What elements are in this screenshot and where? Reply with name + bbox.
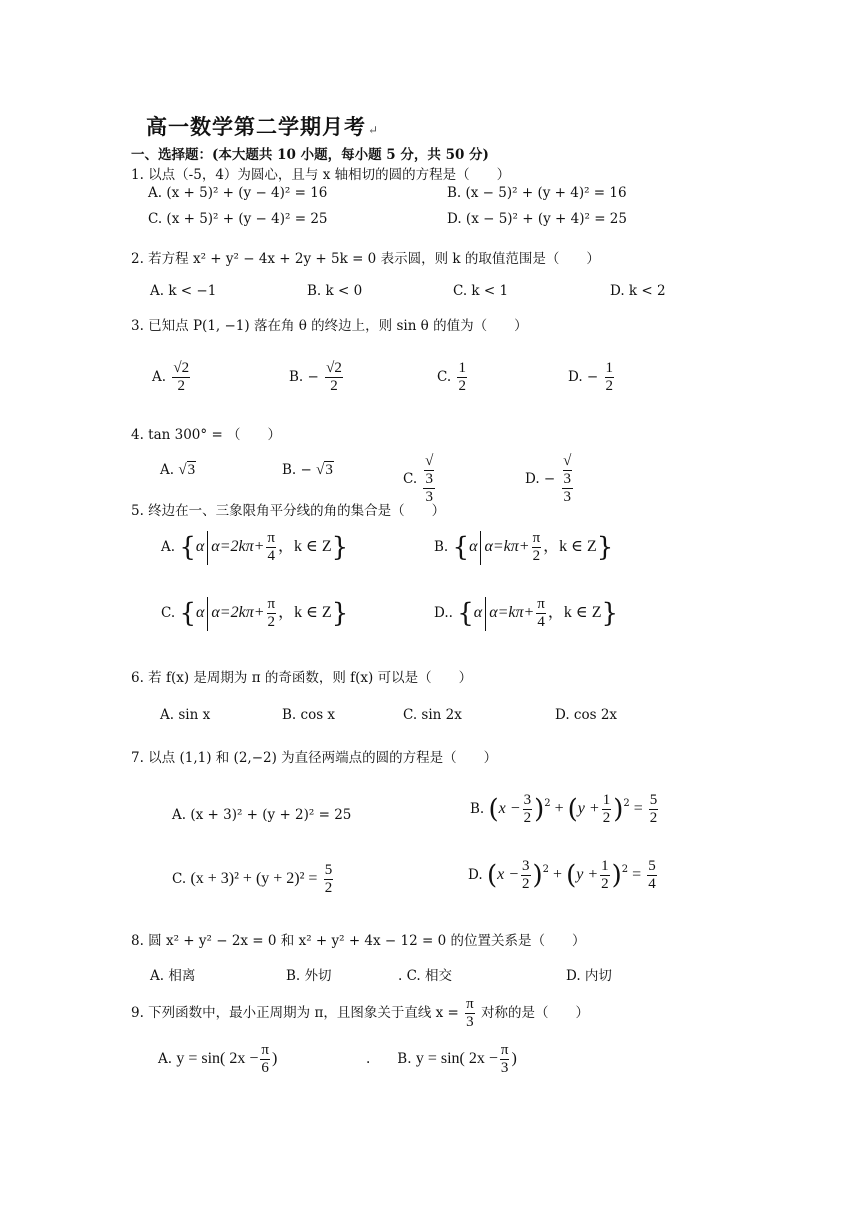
question-8-option-d: D. 内切 (566, 968, 612, 984)
left-paren: ( (486, 860, 498, 891)
question-1-option-d: D. (x − 5)² + (y + 4)² = 25 (447, 211, 627, 227)
condition: ，k ∈ Z (543, 538, 597, 555)
fraction (457, 360, 467, 395)
radicand: 3 (425, 471, 433, 487)
left-paren: ( (566, 860, 577, 891)
numerator: 5 (648, 858, 656, 874)
denominator: 2 (330, 378, 338, 394)
set-variable: α (195, 604, 205, 621)
fraction (532, 530, 542, 565)
fraction (605, 360, 615, 395)
question-7-option-a: A. (x + 3)² + (y + 2)² = 25 (172, 807, 352, 823)
denominator: 3 (466, 1014, 474, 1030)
question-1-option-b: B. (x − 5)² + (y + 4)² = 16 (447, 185, 627, 201)
question-5-option-d (434, 596, 618, 631)
right-paren: ) (613, 794, 624, 825)
question-5-option-b (434, 530, 613, 565)
right-paren: ) (532, 860, 543, 891)
option-label: C. (403, 471, 418, 487)
numerator: π (537, 596, 545, 612)
radicand: 3 (563, 471, 572, 487)
left-brace: { (179, 532, 196, 563)
numerator: √2 (326, 360, 342, 376)
fraction (647, 858, 657, 893)
question-4-option-a (160, 462, 196, 479)
set-variable: α (195, 538, 205, 555)
left-brace: { (179, 598, 196, 629)
left-paren: ( (488, 794, 499, 825)
denominator: 2 (649, 810, 658, 826)
numerator: 1 (601, 858, 609, 874)
question-2-option-b: B. k < 0 (307, 283, 363, 299)
numerator: 1 (605, 360, 614, 376)
right-brace: } (601, 598, 619, 629)
option-label: C. (161, 605, 176, 621)
denominator: 3 (425, 489, 433, 505)
numerator: 1 (602, 792, 611, 808)
denominator: 2 (324, 880, 333, 896)
right-brace: } (596, 532, 614, 563)
question-6-option-b: B. cos x (282, 707, 336, 723)
numerator: π (267, 596, 276, 612)
question-4-stem: 4. tan 300° = （ ） (131, 427, 282, 443)
numerator: π (500, 1042, 509, 1058)
question-5-option-a (161, 530, 348, 565)
fraction (536, 596, 546, 631)
question-6-option-a: A. sin x (160, 707, 211, 723)
numerator: √2 (173, 360, 190, 376)
expression: y = sin( 2x − (176, 1050, 259, 1067)
set-bar (207, 597, 208, 631)
set-variable: α (473, 604, 483, 621)
fraction (602, 792, 612, 827)
option-label: B. − (282, 462, 312, 478)
numerator: √ 3 (563, 453, 572, 487)
fraction (465, 996, 475, 1031)
condition: ，k ∈ Z (277, 538, 332, 555)
square-root: √3 (316, 462, 333, 478)
question-9-stem (131, 996, 589, 1031)
left-paren: ( (567, 794, 578, 825)
denominator: 2 (602, 810, 611, 826)
question-8-stem: 8. 圆 x² + y² − 2x = 0 和 x² + y² + 4x − 12 = 0 的位置关系是（ ） (131, 933, 586, 949)
denominator: 2 (458, 378, 466, 394)
expression: α=kπ+ (489, 604, 535, 621)
question-2-option-d: D. k < 2 (610, 283, 666, 299)
numerator: 5 (649, 792, 658, 808)
option-label: D. − (568, 369, 599, 385)
option-label: A. (152, 369, 167, 385)
option-label: B. (434, 539, 449, 555)
paragraph-mark-icon: ↵ (368, 123, 380, 137)
question-3-option-d (568, 360, 616, 395)
option-label: B. (470, 801, 485, 817)
option-label: C. (172, 871, 187, 887)
set-bar (485, 597, 486, 631)
option-label: A. (161, 539, 176, 555)
numerator: π (267, 530, 275, 546)
expression: x − (497, 866, 519, 883)
condition: ，k ∈ Z (547, 604, 602, 621)
denominator: 2 (601, 876, 609, 892)
question-9-option-b (366, 1042, 517, 1077)
expression: y = sin( 2x − (415, 1050, 498, 1067)
fraction (600, 858, 610, 893)
numerator: 1 (458, 360, 466, 376)
stem-text: 9. 下列函数中，最小正周期为 π，且图象关于直线 x = (131, 1005, 459, 1021)
numerator: 3 (523, 792, 532, 808)
numerator: 5 (324, 862, 333, 878)
right-paren: ) (534, 794, 545, 825)
stem-text: 对称的是（ ） (481, 1005, 590, 1021)
denominator: 3 (500, 1060, 509, 1076)
numerator: π (466, 996, 474, 1012)
question-1-option-c: C. (x + 5)² + (y − 4)² = 25 (148, 211, 328, 227)
question-3-option-b (289, 360, 345, 395)
expression: x − (498, 800, 521, 817)
denominator: 4 (267, 548, 275, 564)
fraction (260, 1042, 270, 1077)
denominator: 2 (522, 876, 530, 892)
fraction (324, 862, 334, 897)
left-brace: { (457, 598, 474, 629)
fraction (521, 858, 531, 893)
expression: y + (577, 800, 600, 817)
numerator: √ 3 (425, 453, 434, 487)
question-5-option-c (161, 596, 348, 631)
fraction (523, 792, 533, 827)
expression: α=2kπ+ (211, 538, 265, 555)
denominator: 2 (605, 378, 614, 394)
option-label: A. (160, 462, 175, 478)
question-1-stem: 1. 以点（-5，4）为圆心，且与 x 轴相切的圆的方程是（ ） (131, 167, 511, 183)
denominator: 4 (648, 876, 656, 892)
radicand: 3 (187, 462, 196, 478)
option-label: D. (468, 867, 483, 883)
question-3-option-a (152, 360, 192, 395)
expression: ) (271, 1050, 278, 1067)
numerator: π (532, 530, 541, 546)
right-brace: } (331, 532, 349, 563)
left-brace: { (452, 532, 470, 563)
denominator: 2 (267, 614, 276, 630)
denominator: 2 (523, 810, 532, 826)
denominator: 3 (563, 489, 572, 505)
question-2-option-c: C. k < 1 (453, 283, 509, 299)
expression: ) (511, 1050, 517, 1067)
question-6-option-c: C. sin 2x (403, 707, 462, 723)
option-label: B. − (289, 369, 319, 385)
question-7-option-d: D. (x − $\frac{3}{2}$ )$^2$ + (y + $\frac{1}{2}$ )$^2$ = $\frac{5}{4}$ (468, 858, 656, 892)
fraction (562, 453, 574, 506)
option-label: C. (437, 369, 452, 385)
question-4-option-b (282, 462, 334, 479)
question-7-stem: 7. 以点 (1,1) 和 (2,−2) 为直径两端点的圆的方程是（ ） (131, 750, 498, 766)
option-label: . B. (366, 1051, 412, 1067)
expression: y + (576, 866, 599, 883)
fraction (649, 792, 659, 827)
radicand: 3 (325, 462, 333, 478)
option-label: D.. (434, 605, 453, 621)
denominator: 6 (261, 1060, 269, 1076)
question-6-option-d: D. cos 2x (555, 707, 618, 723)
denominator: 2 (532, 548, 541, 564)
set-bar (207, 531, 208, 565)
question-4-option-d (525, 453, 575, 506)
question-7-option-c (172, 862, 335, 897)
question-5-stem: 5. 终边在一、三象限角平分线的角的集合是（ ） (131, 503, 446, 519)
condition: ，k ∈ Z (278, 604, 332, 621)
title-text: 高一数学第二学期月考 (146, 114, 366, 139)
question-8-option-c: . C. 相交 (398, 968, 453, 984)
question-2-stem: 2. 若方程 x² + y² − 4x + 2y + 5k = 0 表示圆，则 k 的取值范围是（ ） (131, 251, 600, 267)
denominator: 4 (537, 614, 545, 630)
page-title (146, 111, 379, 141)
question-3-option-c (437, 360, 469, 395)
numerator: 3 (522, 858, 530, 874)
expression: α=kπ+ (484, 538, 530, 555)
right-paren: ) (611, 860, 622, 891)
square-root: √3 (178, 462, 196, 478)
question-1-option-a: A. (x + 5)² + (y − 4)² = 16 (148, 185, 328, 201)
set-bar (480, 531, 481, 565)
numerator: π (261, 1042, 269, 1058)
question-9-option-a (158, 1042, 277, 1077)
option-label: A. (158, 1051, 173, 1067)
section-heading: 一、选择题：(本大题共 10 小题，每小题 5 分，共 50 分) (131, 147, 489, 163)
set-variable: α (469, 538, 478, 555)
fraction (267, 596, 277, 631)
denominator: 2 (177, 378, 185, 394)
fraction (325, 360, 343, 395)
option-label: D. − (525, 471, 556, 487)
question-3-stem: 3. 已知点 P(1, −1) 落在角 θ 的终边上，则 sin θ 的值为（ ） (131, 318, 528, 334)
expression: (x + 3)² + (y + 2)² = (190, 870, 318, 887)
question-2-option-a: A. k < −1 (150, 283, 217, 299)
question-7-option-b: B. (x − $\frac{3}{2}$ )$^2$ + (y + $\frac{1}{2}$ )$^2$ = $\frac{5}{2}$ (470, 792, 658, 826)
fraction (500, 1042, 510, 1077)
question-8-option-b: B. 外切 (286, 968, 332, 984)
right-brace: } (331, 598, 349, 629)
expression: α=2kπ+ (211, 604, 265, 621)
question-6-stem: 6. 若 f(x) 是周期为 π 的奇函数，则 f(x) 可以是（ ） (131, 670, 473, 686)
question-8-option-a: A. 相离 (150, 968, 196, 984)
fraction (266, 530, 276, 565)
fraction (172, 360, 190, 395)
